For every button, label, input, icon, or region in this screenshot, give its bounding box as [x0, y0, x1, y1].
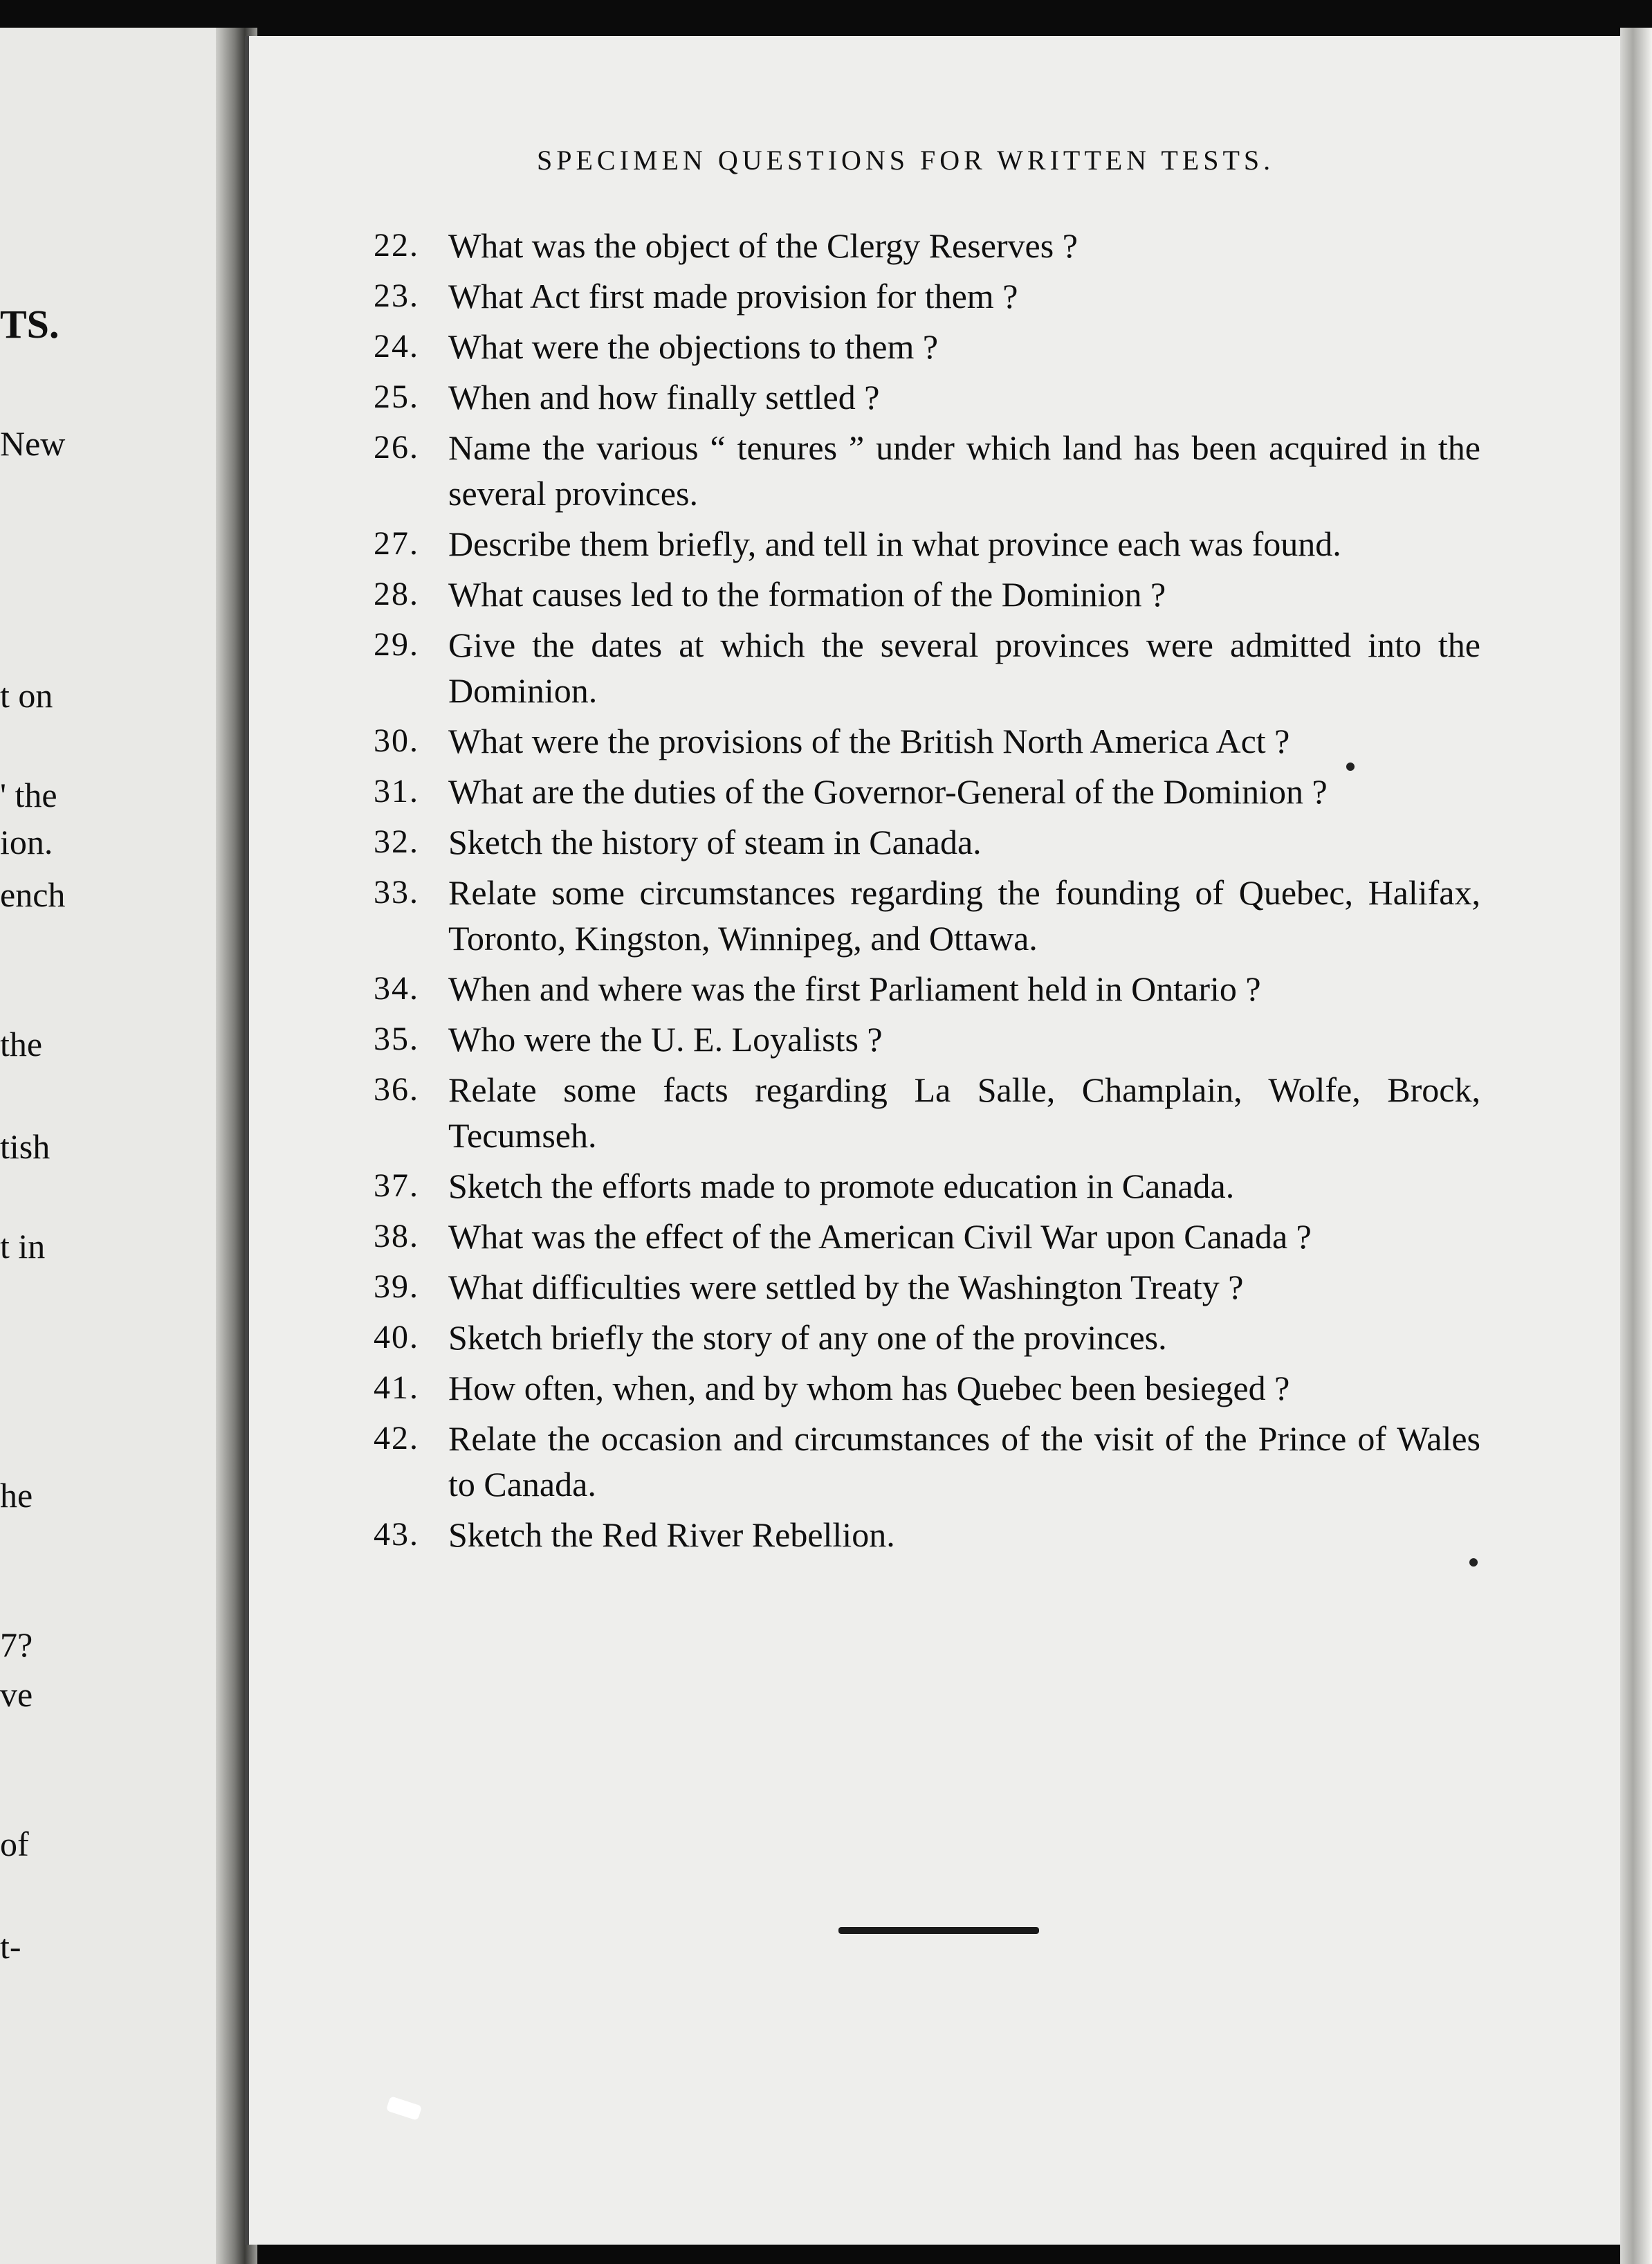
question-number: 23. — [374, 277, 419, 314]
question-number: 25. — [374, 378, 419, 415]
question-text: What was the effect of the American Civil War upon Canada ? — [448, 1217, 1312, 1256]
question-number: 41. — [374, 1369, 419, 1406]
question-number: 24. — [374, 328, 419, 365]
question-text: Sketch briefly the story of any one of the provinces. — [448, 1318, 1167, 1357]
fragment-text: New — [0, 424, 66, 463]
question-item — [374, 966, 1480, 1012]
question-text: When and where was the first Parliament held in Ontario ? — [448, 969, 1261, 1008]
question-item — [374, 819, 1480, 865]
question-text: What were the provisions of the British North America Act ? — [448, 722, 1290, 760]
question-text: How often, when, and by whom has Quebec been besieged ? — [448, 1369, 1290, 1407]
fragment-text: t in — [0, 1227, 46, 1266]
question-item — [374, 521, 1480, 567]
question-number: 37. — [374, 1167, 419, 1204]
question-text: Relate the occasion and circumstances of the visit of the Prince of Wales to Canada. — [448, 1419, 1480, 1504]
running-header: SPECIMEN QUESTIONS FOR WRITTEN TESTS. — [537, 145, 1275, 176]
question-text: What were the objections to them ? — [448, 327, 939, 366]
question-item — [374, 273, 1480, 319]
question-item — [374, 572, 1480, 617]
question-number: 42. — [374, 1420, 419, 1457]
question-number: 27. — [374, 525, 419, 562]
facing-page-text-fragments — [0, 0, 216, 2264]
question-number: 22. — [374, 227, 419, 264]
fragment-text: ' the — [0, 776, 57, 814]
question-item — [374, 1315, 1480, 1360]
question-number: 34. — [374, 970, 419, 1007]
question-text: Sketch the efforts made to promote education in Canada. — [448, 1167, 1235, 1205]
question-item — [374, 769, 1480, 814]
question-item — [374, 1264, 1480, 1310]
print-speck — [1469, 1558, 1478, 1567]
question-number: 36. — [374, 1071, 419, 1108]
fragment-text: the — [0, 1025, 43, 1063]
question-number: 32. — [374, 823, 419, 860]
fragment-text: ion. — [0, 823, 53, 861]
fragment-text: ve — [0, 1675, 33, 1714]
question-item — [374, 1163, 1480, 1209]
question-text: What difficulties were settled by the Washington Treaty ? — [448, 1268, 1244, 1306]
question-text: What Act first made provision for them ? — [448, 277, 1018, 316]
fragment-text: TS. — [0, 302, 59, 347]
question-text: What causes led to the formation of the Dominion ? — [448, 575, 1166, 614]
question-item — [374, 1365, 1480, 1411]
question-text: Who were the U. E. Loyalists ? — [448, 1020, 883, 1059]
page-edge — [1620, 28, 1652, 2264]
question-item — [374, 425, 1480, 516]
question-text: Give the dates at which the several provinces were admitted into the Dominion. — [448, 626, 1480, 710]
question-number: 29. — [374, 626, 419, 663]
question-text: Sketch the Red River Rebellion. — [448, 1515, 895, 1554]
print-speck — [1346, 763, 1355, 771]
question-item — [374, 324, 1480, 369]
question-text: What are the duties of the Governor-General of the Dominion ? — [448, 772, 1328, 811]
question-text: Name the various “ tenures ” under which land has been acquired in the several provinces. — [448, 428, 1480, 513]
end-rule — [838, 1927, 1039, 1934]
question-text: Sketch the history of steam in Canada. — [448, 823, 982, 861]
question-text: Relate some facts regarding La Salle, Champlain, Wolfe, Brock, Tecumseh. — [448, 1070, 1480, 1155]
question-list — [374, 223, 1480, 1562]
question-number: 30. — [374, 722, 419, 759]
fragment-text: ench — [0, 875, 66, 914]
question-item — [374, 1067, 1480, 1158]
question-number: 26. — [374, 429, 419, 466]
question-item — [374, 223, 1480, 268]
fragment-text: he — [0, 1476, 33, 1515]
question-number: 35. — [374, 1021, 419, 1057]
question-number: 28. — [374, 576, 419, 612]
question-item — [374, 1214, 1480, 1259]
question-item — [374, 1512, 1480, 1558]
question-item — [374, 718, 1480, 764]
question-number: 40. — [374, 1319, 419, 1355]
question-text: Relate some circumstances regarding the founding of Quebec, Halifax, Toronto, Kingston, Winnipeg, and Ottawa. — [448, 873, 1480, 958]
question-item — [374, 374, 1480, 420]
fragment-text: of — [0, 1825, 29, 1863]
question-number: 43. — [374, 1516, 419, 1553]
question-item — [374, 1416, 1480, 1507]
question-text: What was the object of the Clergy Reserves ? — [448, 226, 1078, 265]
question-number: 38. — [374, 1218, 419, 1254]
question-number: 31. — [374, 773, 419, 810]
question-item — [374, 622, 1480, 713]
question-item — [374, 870, 1480, 961]
question-number: 33. — [374, 874, 419, 911]
question-number: 39. — [374, 1268, 419, 1305]
question-text: Describe them briefly, and tell in what province each was found. — [448, 524, 1341, 563]
question-text: When and how finally settled ? — [448, 378, 880, 417]
fragment-text: tish — [0, 1127, 51, 1166]
question-item — [374, 1016, 1480, 1062]
fragment-text: t on — [0, 676, 53, 715]
fragment-text: t- — [0, 1927, 21, 1966]
fragment-text: 7? — [0, 1625, 33, 1664]
